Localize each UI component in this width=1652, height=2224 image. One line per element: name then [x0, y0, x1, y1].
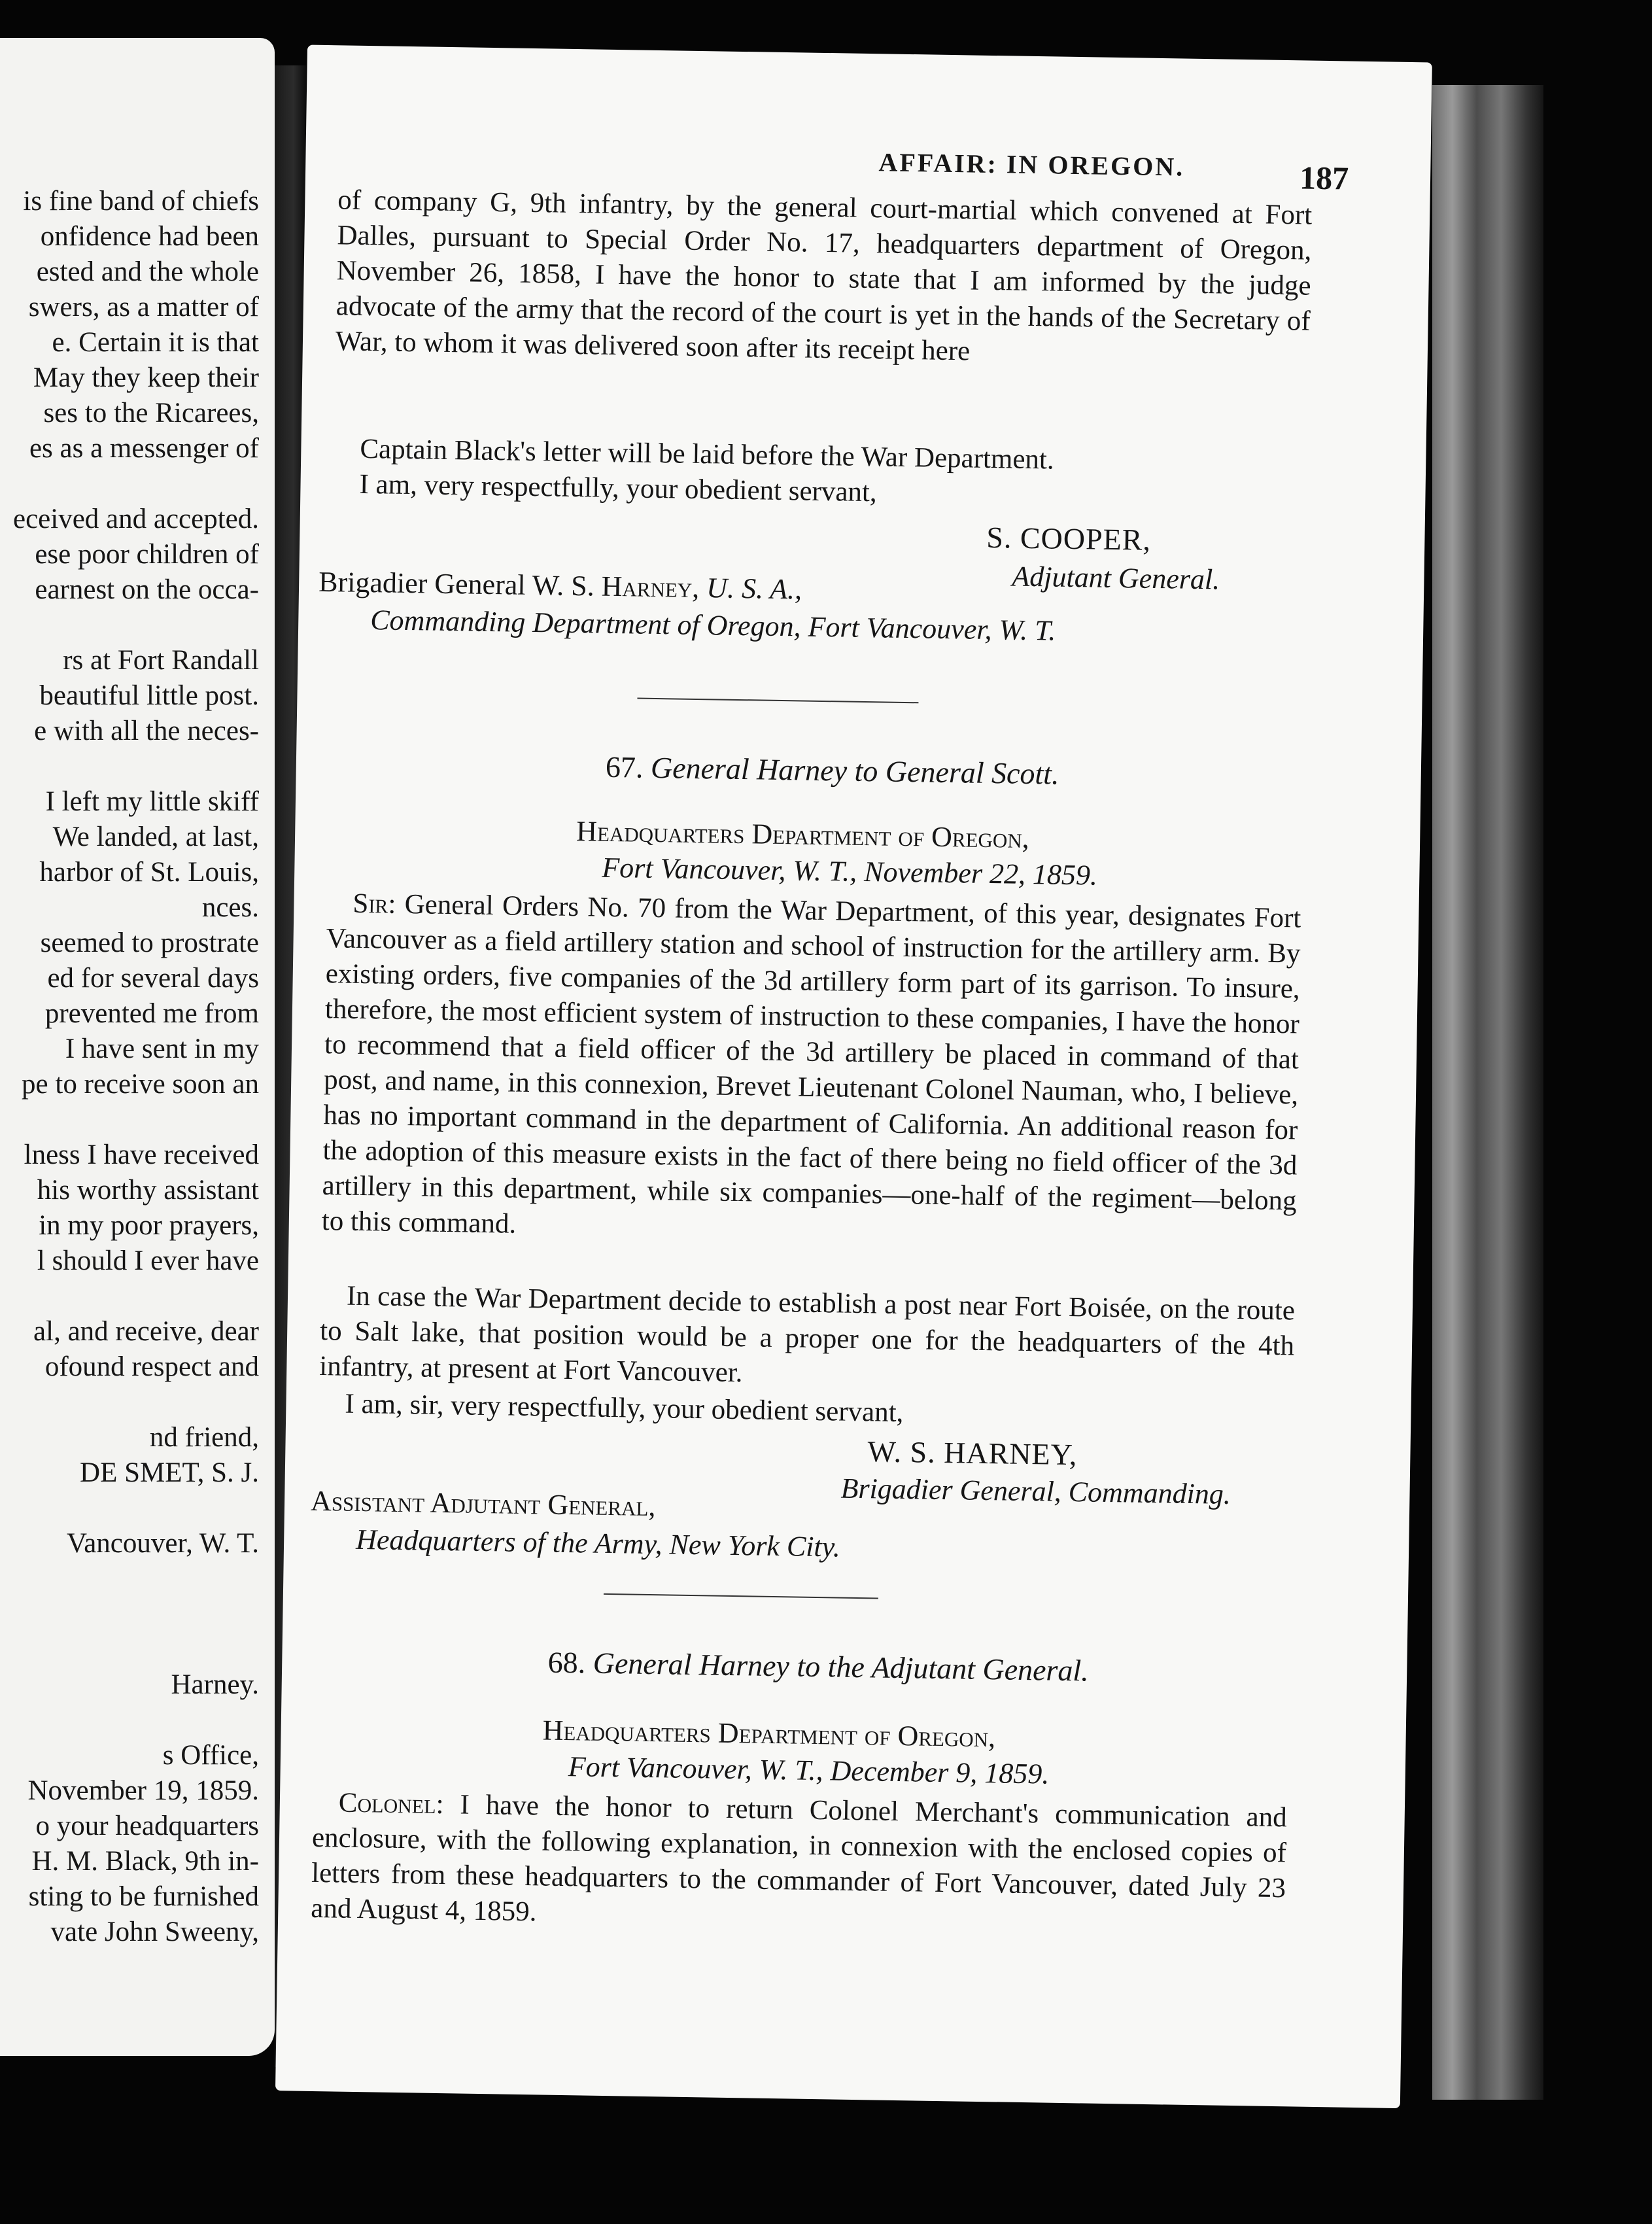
left-page-line: swers, as a matter of — [28, 292, 259, 322]
letter68-heading — [282, 1641, 1355, 1692]
left-page-line: I left my little skiff — [45, 786, 259, 817]
left-page-line: May they keep their — [33, 362, 259, 393]
section-divider — [604, 1593, 878, 1599]
letter68-number: 68. — [547, 1645, 586, 1680]
letter66-body: of company G, 9th infantry, by the general court-martial which convened at Fort Dalles, pursuant to Special Order No. 17, headquarters department of Oregon, November 26, 1858, I have the honor to state that I am informed by the judge advocate of the army that the record of the court is yet in the hands of the Secretary of War, to whom it was delivered soon after its receipt here — [335, 184, 1313, 367]
left-page-line: l should I ever have — [37, 1245, 259, 1276]
left-page-line: al, and receive, dear — [33, 1316, 259, 1347]
letter67-salutation: Sir — [353, 888, 388, 920]
left-page-line: rs at Fort Randall — [63, 645, 259, 676]
letter68-hq-line1: Headquarters Department of Oregon, — [542, 1714, 996, 1754]
left-page-line: Vancouver, W. T. — [66, 1528, 259, 1559]
left-page-line: ed for several days — [47, 963, 259, 994]
left-page-line: in my poor prayers, — [39, 1210, 259, 1241]
letter67-addressee-line2: Headquarters of the Army, New York City. — [355, 1523, 841, 1563]
letter67-body-text: : General Orders No. 70 from the War Department, of this year, designates Fort Vancouver as a field artillery station and school of instruction for the artillery arm. By existing orders, five companies of the 3d artillery form part of its garrison. To insure, therefore, the most efficient system of instruction to these companies, I have the honor to recommend that a field officer of the 3d artillery be placed in command of that post, and name, in this connexion, Brevet Lieutenant Colonel Nauman, who, I believe, has no important command in the department of California. An additional reason for the adoption of this measure exists in the fact of there being no field officer of the 3d artillery in this department, while six companies—one-half of the regiment—belong to this command. — [321, 888, 1301, 1240]
left-page-line: ses to the Ricarees, — [43, 398, 259, 428]
left-page-line: pe to receive soon an — [22, 1069, 259, 1100]
page-number: 187 — [1299, 159, 1349, 197]
letter66-addressee-line2: Commanding Department of Oregon, Fort Vancouver, W. T. — [370, 604, 1056, 647]
left-page-line: DE SMET, S. J. — [80, 1457, 259, 1488]
left-page-line: eceived and accepted. — [13, 504, 259, 534]
left-page-line: sting to be furnished — [28, 1881, 259, 1912]
letter68-body-text: : I have the honor to return Colonel Merchant's communication and enclosure, with the following explanation, in connexion with the enclosed copies of letters from these headquarters to the commander of Fort Vancouver, dated July 23 and August 4, 1859. — [310, 1788, 1288, 1928]
right-page — [275, 44, 1432, 2108]
letter68-salutation: Colonel — [338, 1787, 436, 1820]
letter68-title: General Harney to the Adjutant General. — [593, 1646, 1090, 1688]
addressee-name: Harney, — [601, 570, 700, 604]
left-page-line: o your headquarters — [35, 1811, 259, 1841]
left-page-line: is fine band of chiefs — [23, 186, 259, 217]
left-page — [0, 38, 275, 2056]
letter67-signer: W. S. HARNEY, — [867, 1434, 1078, 1472]
left-page-line: harbor of St. Louis, — [39, 857, 259, 888]
letter67-hq-line1: Headquarters Department of Oregon, — [576, 815, 1030, 854]
left-page-line: nd friend, — [149, 1422, 259, 1453]
letter67-signer-title: Brigadier General, Commanding. — [840, 1472, 1231, 1510]
left-page-line: vate John Sweeny, — [50, 1917, 259, 1947]
letter66-signer: S. COOPER, — [986, 520, 1152, 557]
addressee-prefix: Brigadier General W. S. — [318, 565, 595, 602]
running-head: AFFAIR: IN OREGON. — [878, 147, 1185, 182]
page-edges — [1432, 85, 1543, 2100]
letter67-para2: In case the War Department decide to establish a post near Fort Boisée, on the route to Salt lake, that position would be a proper one for the headquarters of the 4th infantry, at present at Fort Vancouver. — [319, 1280, 1296, 1389]
left-page-line: ofound respect and — [44, 1351, 259, 1382]
left-page-line: H. M. Black, 9th in- — [31, 1846, 259, 1877]
left-page-line: nces. — [201, 892, 259, 923]
left-page-line: seemed to prostrate — [40, 928, 259, 958]
left-page-line: onfidence had been — [40, 221, 259, 252]
letter67-number: 67. — [605, 750, 644, 784]
letter66-para2: Captain Black's letter will be laid before the War Department. — [360, 433, 1055, 476]
letter67-addressee-line1: Assistant Adjutant General, — [310, 1484, 656, 1523]
left-page-line: e with all the neces- — [34, 716, 259, 746]
letter66-closing: I am, very respectfully, your obedient servant, — [359, 468, 878, 508]
letter67-closing: I am, sir, very respectfully, your obedient servant, — [345, 1388, 904, 1429]
left-page-line: November 19, 1859. — [27, 1775, 259, 1806]
left-page-line: prevented me from — [44, 998, 259, 1029]
left-page-line: beautiful little post. — [39, 680, 259, 711]
letter67-title: General Harney to General Scott. — [650, 750, 1059, 791]
left-page-line: earnest on the occa- — [35, 574, 259, 605]
left-page-line: his worthy assistant — [37, 1175, 259, 1206]
letter67-heading — [296, 744, 1369, 796]
left-page-line: e. Certain it is that — [52, 327, 259, 358]
letter67-hq-line2: Fort Vancouver, W. T., November 22, 1859. — [602, 851, 1098, 892]
letter68-body — [311, 1785, 1287, 1941]
left-page-line: ese poor children of — [35, 539, 259, 570]
letter68-hq-line2: Fort Vancouver, W. T., December 9, 1859. — [568, 1750, 1050, 1790]
left-page-line: We landed, at last, — [52, 822, 259, 852]
section-divider — [637, 698, 918, 704]
left-page-line: es as a messenger of — [29, 433, 259, 464]
left-page-line: Harney. — [171, 1669, 259, 1700]
left-page-line: I have sent in my — [65, 1034, 259, 1064]
letter66-signer-title: Adjutant General. — [1012, 560, 1220, 596]
left-page-line: s Office, — [162, 1740, 259, 1771]
left-page-line: ested and the whole — [36, 256, 259, 287]
letter66-addressee-line1 — [318, 565, 802, 606]
addressee-suffix: U. S. A., — [706, 572, 802, 606]
left-page-line: lness I have received — [24, 1139, 259, 1170]
letter67-body — [321, 886, 1301, 1254]
